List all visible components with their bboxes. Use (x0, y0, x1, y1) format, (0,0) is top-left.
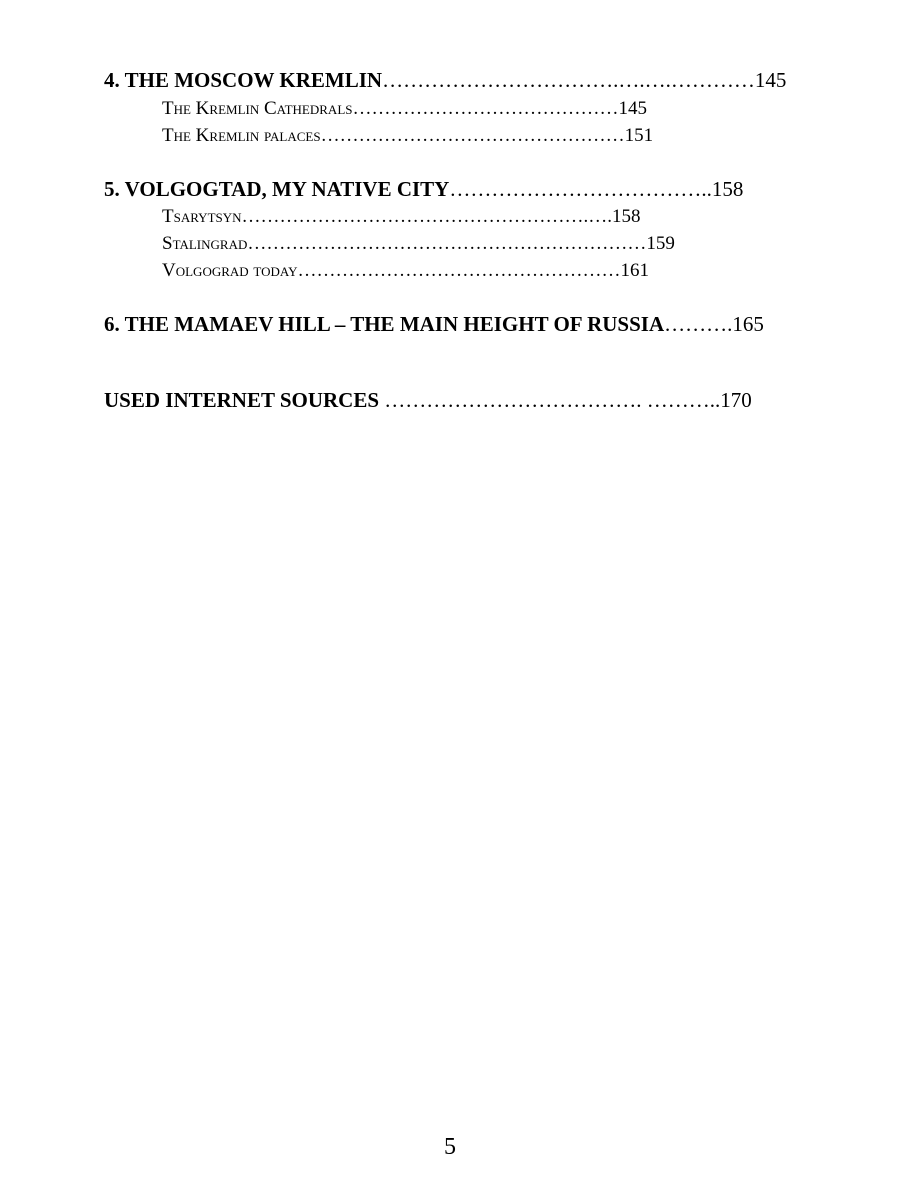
toc-entry-page: 158 (711, 177, 744, 201)
toc-entry-title: USED INTERNET SOURCES (104, 388, 380, 412)
toc-entry-kremlin-cathedrals (162, 99, 647, 118)
toc-entry-leader: …………………………………………… (297, 260, 621, 281)
toc-entry-page: 145 (618, 98, 647, 119)
page-number: 5 (444, 1134, 456, 1160)
toc-entry-page: 170 (720, 388, 752, 412)
toc-entry-page: 151 (624, 125, 654, 146)
toc-entry-page: 145 (754, 68, 787, 92)
toc-entry-page: 161 (620, 260, 649, 281)
toc-entry-title: Tsarytsyn (162, 206, 242, 227)
toc-entry-leader: ……………………………….. (449, 177, 712, 201)
toc-entry-leader: …………………………………… (352, 98, 619, 119)
toc-entry-volgograd-today (162, 261, 649, 280)
toc-entry-title: 5. VOLGOGTAD, MY NATIVE CITY (104, 177, 450, 201)
toc-entry-internet-sources (104, 390, 752, 411)
toc-entry-leader: ………………………………………… (320, 125, 625, 146)
toc-entry-title: 4. THE MOSCOW KREMLIN (104, 68, 383, 92)
toc-entry-mamaev-hill (104, 314, 764, 335)
toc-entry-kremlin-palaces (162, 126, 653, 145)
toc-entry-moscow-kremlin (104, 70, 786, 91)
toc-entry-page: 158 (612, 206, 641, 227)
toc-entry-leader: ……………………………………………….…. (241, 206, 613, 227)
toc-entry-page: 159 (646, 233, 675, 254)
toc-entry-title: 6. THE MAMAEV HILL – THE MAIN HEIGHT OF RUSSIA (104, 312, 665, 336)
toc-entry-title: The Kremlin Cathedrals (162, 98, 353, 119)
toc-entry-tsarytsyn (162, 207, 641, 226)
toc-entry-volgograd (104, 179, 743, 200)
toc-entry-leader: ………………………………. ……….. (379, 388, 721, 412)
toc-entry-leader: ……………………………………………………… (247, 233, 647, 254)
toc-entry-leader: ………. (664, 312, 733, 336)
toc-entry-stalingrad (162, 234, 675, 253)
toc-entry-title: Stalingrad (162, 233, 248, 254)
toc-entry-title: The Kremlin palaces (162, 125, 321, 146)
toc-entry-page: 165 (732, 312, 764, 336)
toc-entry-leader: …………………………….….….………… (382, 68, 755, 92)
toc-entry-title: Volgograd today (162, 260, 298, 281)
